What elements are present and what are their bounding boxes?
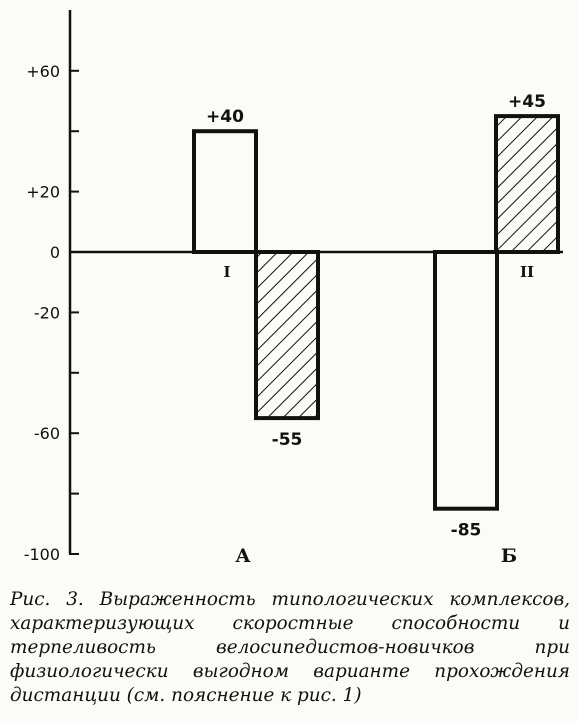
y-tick-label: +60 — [26, 61, 60, 81]
bar-category-label: II — [519, 263, 535, 281]
y-tick-label: -20 — [33, 303, 60, 323]
bar — [194, 131, 256, 252]
y-tick-label: -60 — [33, 424, 60, 444]
bar-value-label: -55 — [271, 430, 303, 451]
bar-value-label: +45 — [508, 92, 546, 113]
y-tick-label: 0 — [49, 243, 60, 262]
bar — [256, 252, 318, 418]
y-tick-label: +20 — [26, 182, 60, 202]
figure-caption: Рис. 3. Выраженность типологических комплексов, характеризующих скоростные способности и терпеливость велосипедистов-новичков при физиологически выгодном варианте прохождения дистанции (см. пояснение к рис. 1) — [10, 589, 570, 706]
bar — [496, 116, 558, 252]
bar-category-label: I — [223, 263, 231, 281]
bar — [435, 252, 497, 509]
bar-value-label: +40 — [206, 107, 244, 128]
group-label: А — [235, 545, 251, 567]
y-tick-label: -100 — [23, 545, 60, 564]
bar-value-label: -85 — [450, 520, 482, 541]
group-label: Б — [500, 545, 518, 567]
